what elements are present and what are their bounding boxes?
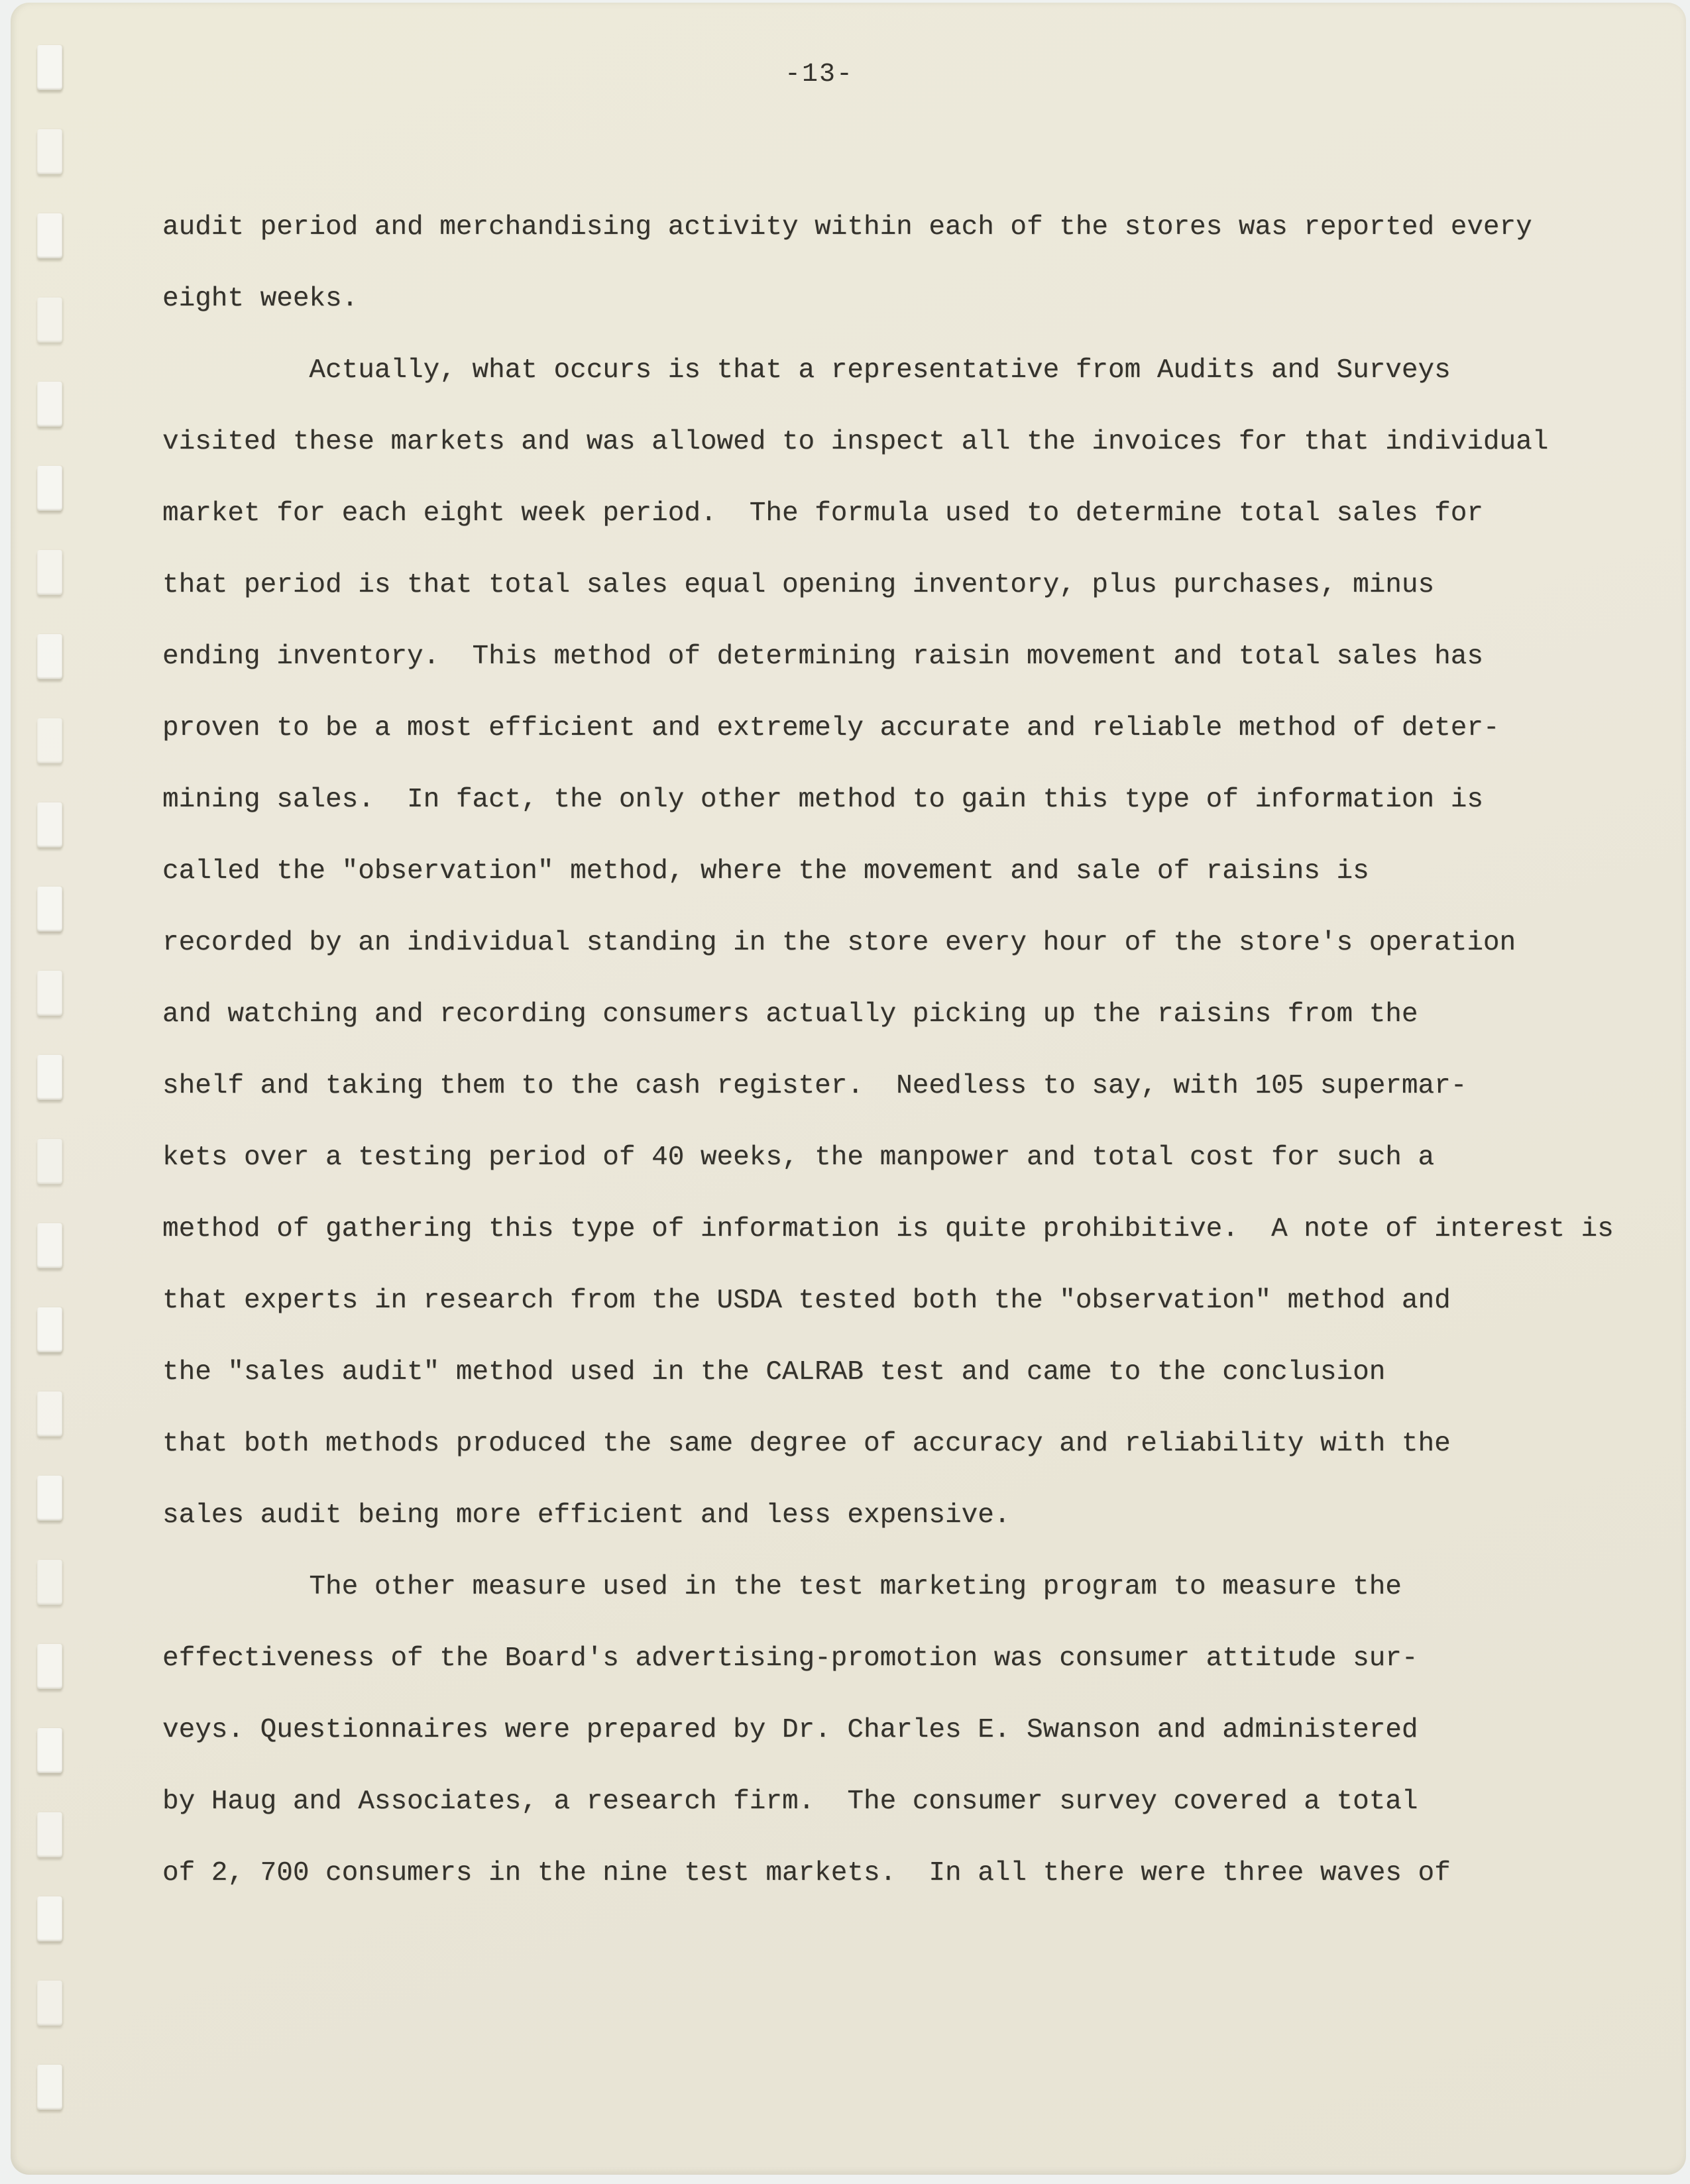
binder-hole <box>37 887 62 932</box>
binder-hole <box>37 718 62 763</box>
binder-hole <box>37 1560 62 1605</box>
binder-hole <box>37 466 62 511</box>
binder-hole <box>37 550 62 595</box>
text-line: audit period and merchandising activity within each of the stores was reported every <box>162 212 1532 243</box>
text-line: and watching and recording consumers actually picking up the raisins from the <box>162 999 1418 1030</box>
binder-hole <box>37 802 62 847</box>
text-line: veys. Questionnaires were prepared by Dr. Charles E. Swanson and administered <box>162 1715 1418 1745</box>
text-line: shelf and taking them to the cash register. Needless to say, with 105 supermar- <box>162 1071 1467 1101</box>
binder-hole <box>37 1392 62 1437</box>
text-line: mining sales. In fact, the only other method to gain this type of information is <box>162 785 1483 815</box>
text-line: of 2, 700 consumers in the nine test markets. In all there were three waves of <box>162 1858 1451 1888</box>
binder-hole <box>37 1055 62 1100</box>
binder-hole <box>37 298 62 343</box>
binder-hole <box>37 213 62 258</box>
text-line: recorded by an individual standing in the store every hour of the store's operation <box>162 928 1516 958</box>
binder-hole <box>37 1981 62 2026</box>
binder-hole <box>37 1476 62 1521</box>
text-line: that both methods produced the same degree of accuracy and reliability with the <box>162 1429 1451 1459</box>
text-line: called the "observation" method, where the movement and sale of raisins is <box>162 856 1369 887</box>
document-page <box>11 3 1686 2175</box>
text-line: Actually, what occurs is that a representative from Audits and Surveys <box>162 355 1451 386</box>
text-line: visited these markets and was allowed to inspect all the invoices for that individual <box>162 427 1549 457</box>
binder-hole <box>37 634 62 679</box>
page-number: -13- <box>784 60 854 89</box>
text-line: that period is that total sales equal opening inventory, plus purchases, minus <box>162 570 1435 600</box>
text-line: The other measure used in the test marketing program to measure the <box>162 1572 1402 1602</box>
binder-hole <box>37 1896 62 1941</box>
text-line: the "sales audit" method used in the CALRAB test and came to the conclusion <box>162 1357 1386 1388</box>
text-line: market for each eight week period. The formula used to determine total sales for <box>162 498 1483 529</box>
text-line: that experts in research from the USDA tested both the "observation" method and <box>162 1285 1451 1316</box>
binder-hole <box>37 971 62 1016</box>
text-line: kets over a testing period of 40 weeks, the manpower and total cost for such a <box>162 1142 1435 1173</box>
binder-holes <box>11 3 90 2175</box>
binder-hole <box>37 1139 62 1184</box>
text-line: eight weeks. <box>162 284 359 314</box>
binder-hole <box>37 382 62 427</box>
binder-hole <box>37 1223 62 1268</box>
binder-hole <box>37 1644 62 1689</box>
text-line: method of gathering this type of information is quite prohibitive. A note of interest is <box>162 1214 1614 1244</box>
binder-hole <box>37 1307 62 1352</box>
text-line: proven to be a most efficient and extremely accurate and reliable method of deter- <box>162 713 1500 743</box>
text-line: effectiveness of the Board's advertising-promotion was consumer attitude sur- <box>162 1643 1418 1674</box>
binder-hole <box>37 2065 62 2110</box>
document-body <box>162 191 1646 1909</box>
text-line: ending inventory. This method of determining raisin movement and total sales has <box>162 641 1483 672</box>
binder-hole <box>37 45 62 90</box>
binder-hole <box>37 129 62 174</box>
binder-hole <box>37 1812 62 1857</box>
text-line: sales audit being more efficient and less expensive. <box>162 1500 1011 1531</box>
binder-hole <box>37 1728 62 1773</box>
text-line: by Haug and Associates, a research firm. The consumer survey covered a total <box>162 1786 1418 1817</box>
